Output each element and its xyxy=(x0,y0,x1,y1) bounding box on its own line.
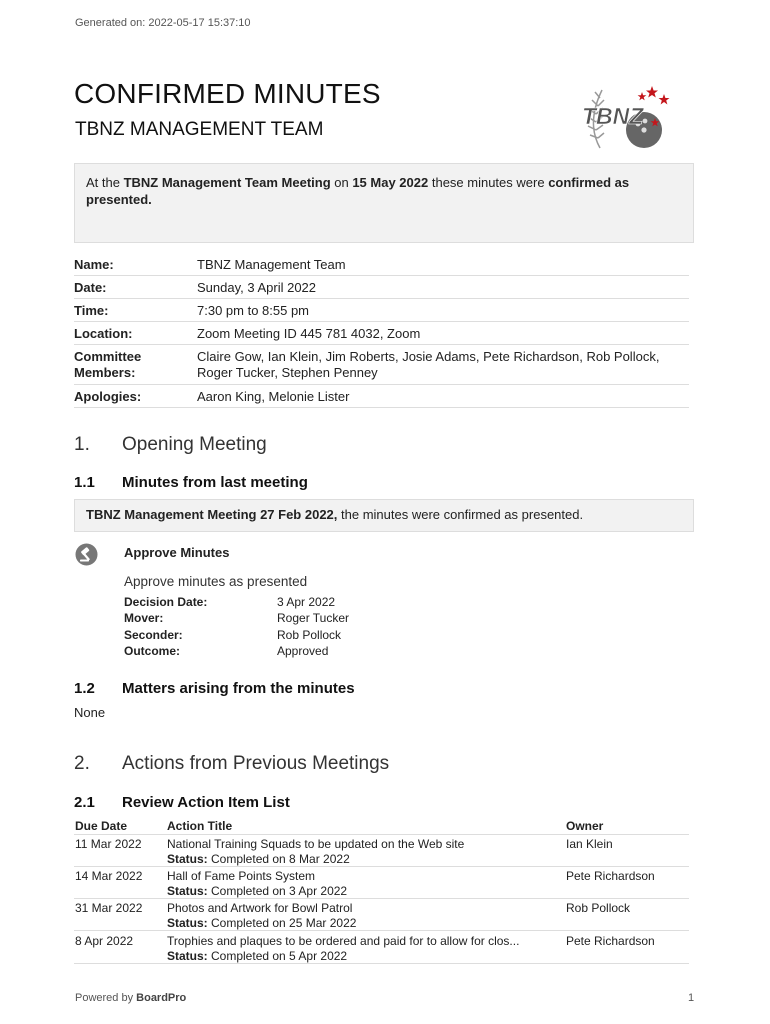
action-owner: Ian Klein xyxy=(566,837,613,851)
confirm-on: on xyxy=(330,175,353,190)
action-title: Photos and Artwork for Bowl Patrol xyxy=(167,901,353,915)
confirm-middle: these minutes were xyxy=(428,175,549,190)
info-value: 7:30 pm to 8:55 pm xyxy=(197,303,310,318)
info-label: Date: xyxy=(74,280,107,295)
action-title: National Training Squads to be updated on the Web site xyxy=(167,837,465,851)
header-owner: Owner xyxy=(566,819,604,833)
subsection-number: 1.1 xyxy=(74,474,95,491)
confirm-status: confirmed as presented. xyxy=(86,175,630,207)
info-label: Time: xyxy=(74,303,109,318)
action-status xyxy=(167,852,350,866)
action-owner: Pete Richardson xyxy=(566,869,655,883)
info-row-time xyxy=(74,303,689,322)
info-value: TBNZ Management Team xyxy=(197,257,346,272)
tbnz-logo xyxy=(578,78,674,160)
info-row-apologies xyxy=(74,389,689,408)
action-title: Hall of Fame Points System xyxy=(167,869,316,883)
powered-by-text: Powered by xyxy=(75,992,137,1004)
generated-timestamp: Generated on: 2022-05-17 15:37:10 xyxy=(75,17,251,29)
info-row-location xyxy=(74,326,689,345)
info-row-date xyxy=(74,280,689,299)
section-title: Opening Meeting xyxy=(122,434,267,455)
subsection-title: Review Action Item List xyxy=(122,794,290,811)
status-label: Status: xyxy=(167,884,208,898)
decision-field-value: Rob Pollock xyxy=(277,628,342,642)
decision-field-label: Decision Date: xyxy=(124,595,208,609)
info-value: Aaron King, Melonie Lister xyxy=(197,389,350,404)
decision-field-label: Seconder: xyxy=(124,628,183,642)
status-value: Completed on 3 Apr 2022 xyxy=(207,884,348,898)
info-value: Sunday, 3 April 2022 xyxy=(197,280,317,295)
matters-arising-body: None xyxy=(74,705,106,720)
action-status xyxy=(167,949,347,963)
decision-field-value: 3 Apr 2022 xyxy=(277,595,336,609)
action-title: Trophies and plaques to be ordered and paid for to allow for clos... xyxy=(167,934,520,948)
table-row xyxy=(74,900,689,931)
decision-field-value: Approved xyxy=(277,644,329,658)
info-value: Zoom Meeting ID 445 781 4032, Zoom xyxy=(197,326,421,341)
action-due-date: 8 Apr 2022 xyxy=(75,934,134,948)
status-label: Status: xyxy=(167,852,208,866)
info-label: Location: xyxy=(74,326,133,341)
action-due-date: 11 Mar 2022 xyxy=(75,837,142,851)
decision-field-value: Roger Tucker xyxy=(277,611,350,625)
resolution-box xyxy=(74,499,694,532)
action-owner: Rob Pollock xyxy=(566,901,631,915)
subsection-title: Matters arising from the minutes xyxy=(122,680,355,697)
info-label: Name: xyxy=(74,257,114,272)
status-value: Completed on 5 Apr 2022 xyxy=(207,949,348,963)
page-number: 1 xyxy=(688,992,695,1004)
subsection-number: 1.2 xyxy=(74,680,95,697)
subsection-number: 2.1 xyxy=(74,794,95,811)
footer-brand: BoardPro xyxy=(136,992,187,1004)
status-label: Status: xyxy=(167,916,208,930)
resolution-text xyxy=(86,507,583,522)
page-title: CONFIRMED MINUTES xyxy=(74,78,381,109)
confirmation-notice xyxy=(74,163,694,243)
action-due-date: 14 Mar 2022 xyxy=(75,869,143,883)
action-status xyxy=(167,916,356,930)
decision-heading: Approve Minutes xyxy=(124,545,230,560)
decision-field-label: Mover: xyxy=(124,611,164,625)
action-table-header xyxy=(74,819,689,835)
info-row-committee xyxy=(74,349,689,385)
header-action-title: Action Title xyxy=(167,819,233,833)
decision-text: Approve minutes as presented xyxy=(124,574,308,589)
confirm-date: 15 May 2022 xyxy=(352,175,429,190)
subsection-title: Minutes from last meeting xyxy=(122,474,308,491)
section-number: 2. xyxy=(74,753,90,774)
info-value: Claire Gow, Ian Klein, Jim Roberts, Josie Adams, Pete Richardson, Rob Pollock, Roger Tucker, Stephen Penney xyxy=(197,349,660,380)
status-value: Completed on 25 Mar 2022 xyxy=(207,916,357,930)
confirm-prefix: At the xyxy=(86,175,124,190)
info-row-name xyxy=(74,257,689,276)
resolution-meeting: TBNZ Management Meeting 27 Feb 2022, xyxy=(86,507,338,522)
info-label: Committee Members: xyxy=(74,349,142,380)
section-number: 1. xyxy=(74,434,90,455)
header-due-date: Due Date xyxy=(75,819,128,833)
info-label: Apologies: xyxy=(74,389,142,404)
gavel-icon xyxy=(75,543,98,566)
table-row xyxy=(74,836,689,867)
confirm-meeting: TBNZ Management Team Meeting xyxy=(123,175,331,190)
confirmation-text xyxy=(86,174,683,208)
action-due-date: 31 Mar 2022 xyxy=(75,901,143,915)
decision-field-label: Outcome: xyxy=(124,644,181,658)
action-status xyxy=(167,884,347,898)
action-owner: Pete Richardson xyxy=(566,934,655,948)
status-label: Status: xyxy=(167,949,208,963)
resolution-rest: the minutes were confirmed as presented. xyxy=(337,507,584,522)
status-value: Completed on 8 Mar 2022 xyxy=(207,852,350,866)
table-row xyxy=(74,933,689,964)
section-title: Actions from Previous Meetings xyxy=(122,753,390,774)
footer-powered-by xyxy=(75,992,186,1004)
table-row xyxy=(74,868,689,899)
page-subtitle: TBNZ MANAGEMENT TEAM xyxy=(75,119,324,140)
logo-text: TBNZ xyxy=(582,103,644,129)
